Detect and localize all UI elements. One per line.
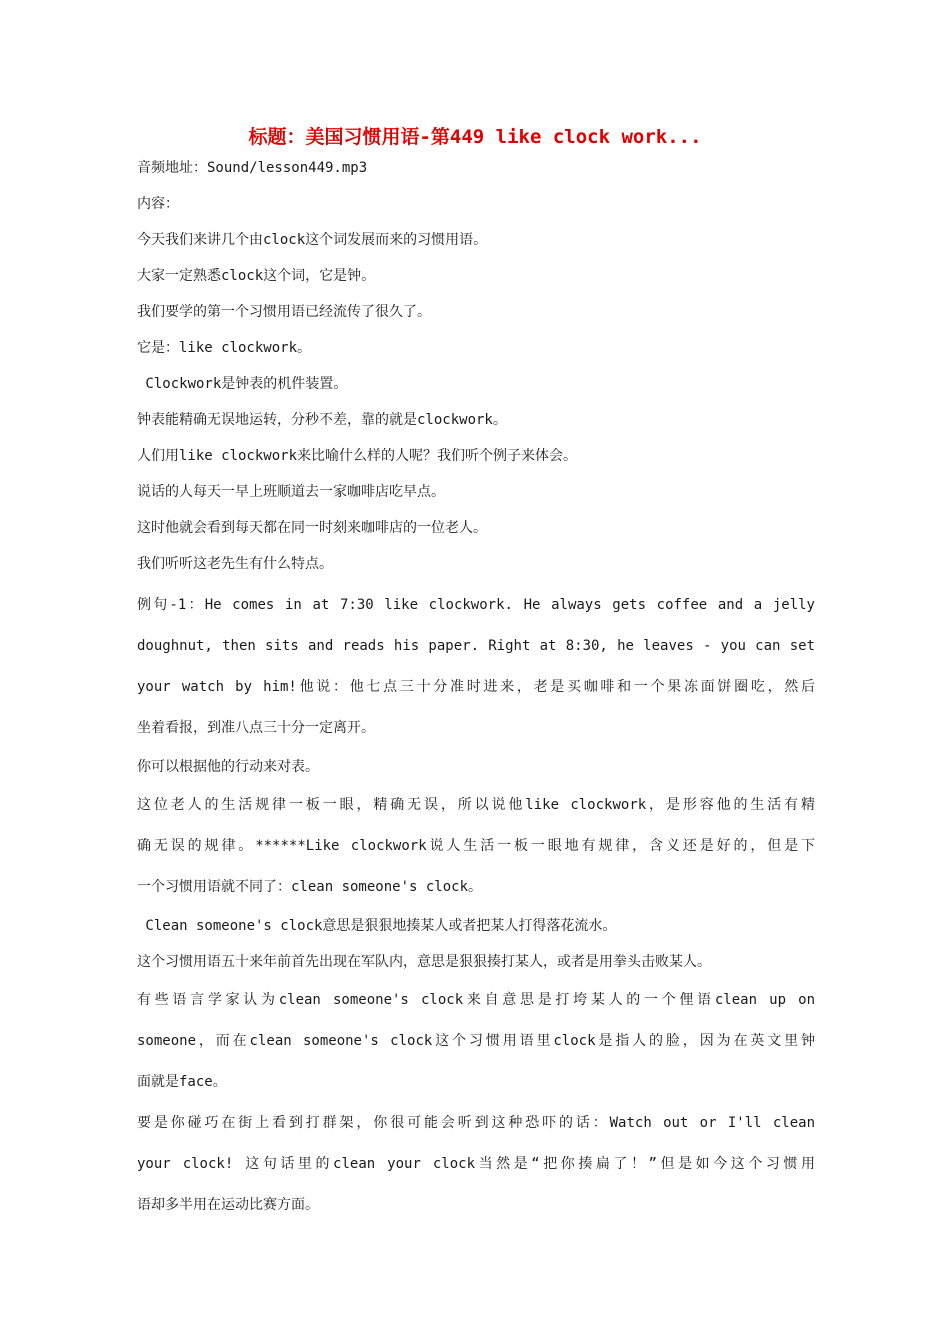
example-line: 坐着看报，到准八点三十分一定离开。 xyxy=(137,720,375,736)
body-line: 它是：like clockwork。 xyxy=(137,340,312,356)
explanation-line: 一个习惯用语就不同了：clean someone's clock。 xyxy=(137,879,483,895)
body-line: Clean someone's clock意思是狠狠地揍某人或者把某人打得落花流水。 xyxy=(137,918,617,934)
body-line: 人们用like clockwork来比喻什么样的人呢？我们听个例子来体会。 xyxy=(137,448,578,464)
body-line: 我们听听这老先生有什么特点。 xyxy=(137,556,333,572)
explanation-paragraph xyxy=(137,785,815,908)
linguist-line: 面就是face。 xyxy=(137,1074,227,1090)
content-label: 内容： xyxy=(137,196,179,212)
example-line: doughnut, then sits and reads his paper. Right at 8:30, he leaves - you can set xyxy=(137,638,815,654)
body-line: 说话的人每天一早上班顺道去一家咖啡店吃早点。 xyxy=(137,484,445,500)
body-line: Clockwork是钟表的机件装置。 xyxy=(137,376,348,392)
example-line: 例句-1：He comes in at 7:30 like clockwork. He always gets coffee and a jelly xyxy=(137,597,815,613)
body-line: 钟表能精确无误地运转，分秒不差，靠的就是clockwork。 xyxy=(137,412,507,428)
linguist-paragraph xyxy=(137,980,815,1103)
body-line: 今天我们来讲几个由clock这个词发展而来的习惯用语。 xyxy=(137,232,488,248)
body-line: 我们要学的第一个习惯用语已经流传了很久了。 xyxy=(137,304,431,320)
example-line: your watch by him!他说：他七点三十分准时进来，老是买咖啡和一个果冻面饼圈吃，然后 xyxy=(137,679,815,695)
document-body xyxy=(137,150,815,1226)
explanation-line: 确无误的规律。******Like clockwork说人生活一板一眼地有规律，含义还是好的，但是下 xyxy=(137,838,815,854)
audio-address-line: 音频地址：Sound/lesson449.mp3 xyxy=(137,160,368,176)
body-line: 大家一定熟悉clock这个词，它是钟。 xyxy=(137,268,376,284)
body-line: 你可以根据他的行动来对表。 xyxy=(137,759,319,775)
body-line: 这时他就会看到每天都在同一时刻来咖啡店的一位老人。 xyxy=(137,520,487,536)
body-line: 这个习惯用语五十来年前首先出现在军队内，意思是狠狠揍打某人，或者是用拳头击败某人。 xyxy=(137,954,711,970)
street-paragraph xyxy=(137,1103,815,1226)
linguist-line: 有些语言学家认为clean someone's clock来自意思是打垮某人的一个俚语clean up on xyxy=(137,992,815,1008)
linguist-line: someone，而在clean someone's clock这个习惯用语里clock是指人的脸，因为在英文里钟 xyxy=(137,1033,815,1049)
street-line: 语却多半用在运动比赛方面。 xyxy=(137,1197,319,1213)
example-paragraph xyxy=(137,585,815,749)
street-line: your clock! 这句话里的clean your clock当然是“把你揍扁了！”但是如今这个习惯用 xyxy=(137,1156,815,1172)
explanation-line: 这位老人的生活规律一板一眼，精确无误，所以说他like clockwork，是形容他的生活有精 xyxy=(137,797,815,813)
document-title: 标题：美国习惯用语-第449 like clock work... xyxy=(248,126,702,148)
street-line: 要是你碰巧在街上看到打群架，你很可能会听到这种恐吓的话：Watch out or I'll clean xyxy=(137,1115,815,1131)
